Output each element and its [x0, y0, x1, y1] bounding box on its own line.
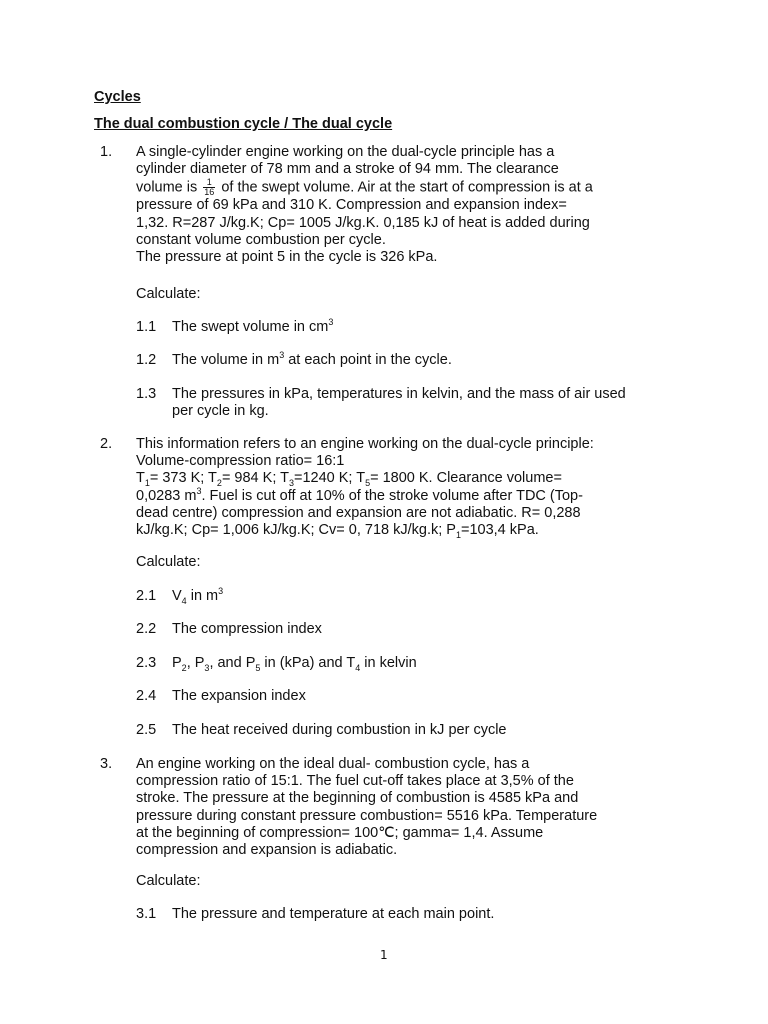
calculate-label: Calculate: [136, 554, 201, 570]
subquestion-number: 2.3 [136, 655, 157, 671]
superscript: 3 [328, 317, 334, 328]
text-span: V [172, 588, 182, 604]
text-line: compression ratio of 15:1. The fuel cut-off takes place at 3,5% of the [136, 773, 574, 790]
text-line [136, 178, 636, 197]
text-line: A single-cylinder engine working on the dual-cycle principle has a [136, 144, 555, 160]
subquestion-number: 2.4 [136, 688, 157, 704]
subscript: 1 [144, 478, 150, 489]
subquestion-text [172, 588, 642, 605]
text-span: =1240 K; T [294, 470, 366, 487]
text-span: = 373 K; T [149, 470, 217, 487]
fraction [203, 178, 215, 197]
subquestion-number: 3.1 [136, 906, 157, 922]
text-span: = 1800 K. Clearance volume= [370, 470, 562, 487]
subquestion-number: 2.1 [136, 588, 157, 604]
text-line: at the beginning of compression= 100℃; gamma= 1,4. Assume [136, 824, 544, 841]
question-text [136, 144, 636, 266]
text-line: pressure of 69 kPa and 310 K. Compression and expansion index= [136, 197, 567, 214]
calculate-label: Calculate: [136, 873, 201, 889]
question-number: 1. [100, 144, 113, 160]
fraction-denominator: 16 [204, 187, 215, 198]
subscript: 2 [216, 478, 222, 489]
text-span: P [172, 655, 182, 671]
text-span: The swept volume in cm [172, 319, 329, 335]
text-span: . Fuel is cut off at 10% of the stroke volume after TDC (Top- [201, 487, 583, 504]
question-text [136, 756, 636, 859]
fraction-numerator: 1 [203, 178, 215, 188]
subscript: 3 [288, 478, 294, 489]
text-line: stroke. The pressure at the beginning of combustion is 4585 kPa and [136, 790, 579, 807]
text-span: volume is [136, 179, 198, 196]
text-span: of the swept volume. Air at the start of compression is at a [221, 179, 593, 196]
subquestion-number: 2.5 [136, 722, 157, 738]
text-line: An engine working on the ideal dual- combustion cycle, has a [136, 756, 530, 772]
text-span: in m [186, 588, 219, 604]
subquestion-number: 2.2 [136, 621, 157, 637]
text-span: kJ/kg.K; Cp= 1,006 kJ/kg.K; Cv= 0, 718 kJ/kg.k; P [136, 522, 456, 539]
text-line [136, 485, 636, 505]
subquestion-text: The expansion index [172, 688, 306, 704]
subquestion-text: The pressures in kPa, temperatures in kelvin, and the mass of air used per cycle in kg. [172, 386, 626, 420]
subquestion-text [172, 352, 642, 369]
calculate-label: Calculate: [136, 286, 201, 302]
subquestion-text [172, 319, 642, 336]
section-heading: The dual combustion cycle / The dual cycle [94, 116, 393, 132]
superscript: 3 [218, 586, 224, 597]
page-number: 1 [380, 948, 388, 962]
text-line: 1,32. R=287 J/kg.K; Cp= 1005 J/kg.K. 0,185 kJ of heat is added during [136, 214, 590, 231]
text-span: at each point in the cycle. [284, 352, 452, 368]
question-number: 2. [100, 436, 113, 452]
subscript: 2 [181, 662, 187, 673]
subquestion-text: The compression index [172, 621, 322, 637]
text-span: in kelvin [360, 655, 417, 671]
text-span: in (kPa) and T [260, 655, 356, 671]
question-text [136, 436, 636, 539]
subscript: 1 [455, 529, 461, 540]
text-line [136, 522, 636, 539]
text-span: 0,0283 m [136, 487, 197, 504]
subscript: 3 [204, 662, 210, 673]
text-line: pressure during constant pressure combustion= 5516 kPa. Temperature [136, 807, 598, 824]
text-line: constant volume combustion per cycle. [136, 231, 386, 248]
text-span: =103,4 kPa. [460, 522, 539, 539]
subscript: 5 [255, 662, 261, 673]
text-span: , and P [209, 655, 256, 671]
page-heading: Cycles [94, 89, 141, 105]
text-line: cylinder diameter of 78 mm and a stroke of 94 mm. The clearance [136, 161, 559, 178]
subquestion-number: 1.1 [136, 319, 157, 335]
text-line: This information refers to an engine working on the dual-cycle principle: [136, 436, 594, 452]
text-span: The volume in m [172, 352, 280, 368]
text-line: Volume-compression ratio= 16:1 [136, 453, 345, 470]
text-line: The pressure at point 5 in the cycle is 326 kPa. [136, 249, 438, 266]
superscript: 3 [279, 350, 285, 361]
subquestion-text: The pressure and temperature at each main point. [172, 906, 495, 922]
superscript: 3 [196, 485, 202, 496]
subquestion-number: 1.2 [136, 352, 157, 368]
subquestion-number: 1.3 [136, 386, 157, 402]
question-number: 3. [100, 756, 113, 772]
subscript: 4 [355, 662, 361, 673]
subscript: 4 [181, 595, 187, 606]
text-span: T [136, 470, 145, 487]
text-span: , P [186, 655, 205, 671]
subscript: 5 [365, 478, 371, 489]
text-line [136, 470, 636, 487]
subquestion-text: The heat received during combustion in kJ per cycle [172, 722, 507, 738]
text-line: dead centre) compression and expansion are not adiabatic. R= 0,288 [136, 504, 581, 521]
text-line: compression and expansion is adiabatic. [136, 842, 398, 859]
subquestion-text [172, 655, 642, 672]
text-span: = 984 K; T [221, 470, 289, 487]
